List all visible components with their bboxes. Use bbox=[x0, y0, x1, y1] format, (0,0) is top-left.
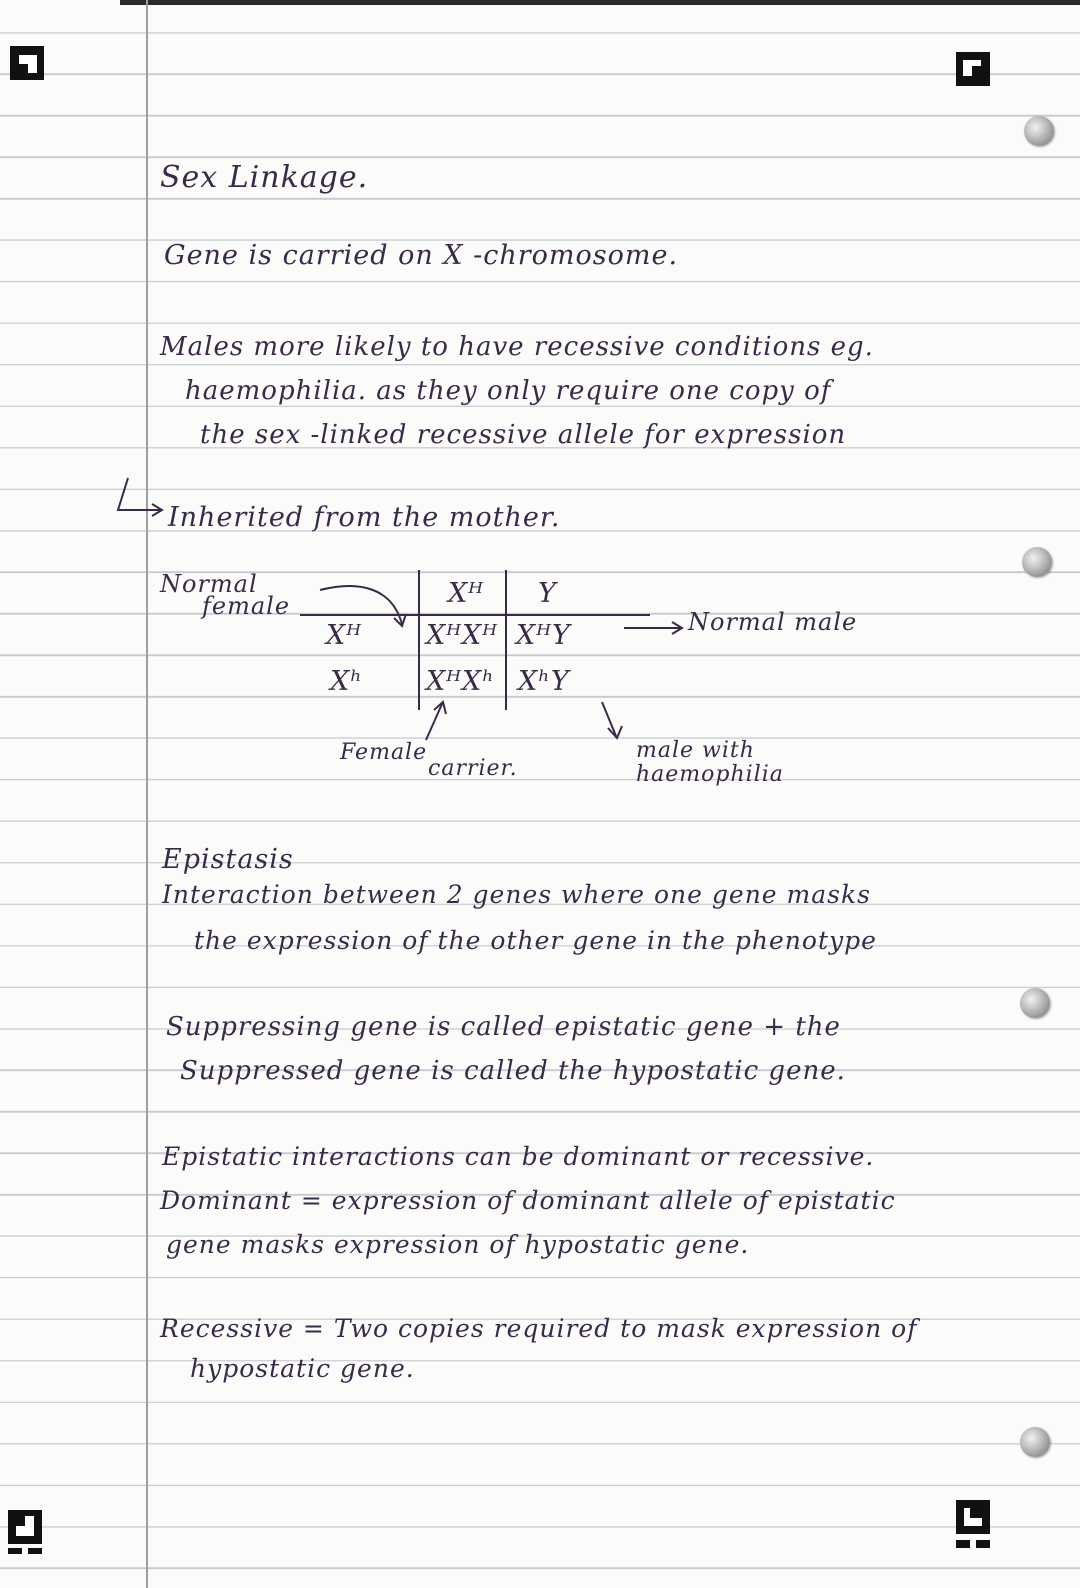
male-haemophilia-label-2: haemophilia bbox=[636, 762, 784, 787]
recessive-line-1: Recessive = Two copies required to mask expression of bbox=[160, 1314, 918, 1343]
normal-male-label: Normal male bbox=[688, 608, 858, 636]
dominant-line-2: Dominant = expression of dominant allele of epistatic bbox=[160, 1186, 896, 1215]
epistasis-title: Epistasis bbox=[162, 844, 294, 875]
recessive-line-2: hypostatic gene. bbox=[190, 1354, 415, 1383]
punnett-cell-xhxlower: XᴴXʰ bbox=[426, 666, 495, 697]
epistasis-line-2: the expression of the other gene in the phenotype bbox=[194, 926, 877, 955]
suppressing-line-2: Suppressed gene is called the hypostatic gene. bbox=[180, 1056, 846, 1086]
female-carrier-label-2: carrier. bbox=[428, 756, 518, 781]
dominant-line-1: Epistatic interactions can be dominant or recessive. bbox=[162, 1142, 875, 1171]
punnett-label-female: female bbox=[202, 592, 291, 620]
punnett-label-normal: Normal bbox=[160, 570, 258, 598]
punnett-col-header-y: Y bbox=[538, 578, 557, 609]
page-title: Sex Linkage. bbox=[160, 160, 369, 195]
female-carrier-label-1: Female bbox=[340, 740, 428, 765]
punnett-col-header-xh: Xᴴ bbox=[448, 578, 485, 609]
punnett-row-header-xh: Xᴴ bbox=[326, 620, 363, 651]
males-line-2: haemophilia. as they only require one copy of bbox=[185, 376, 832, 406]
dominant-line-3: gene masks expression of hypostatic gene. bbox=[166, 1230, 750, 1259]
punnett-cell-xhy: XᴴY bbox=[516, 620, 571, 651]
gene-carried-line: Gene is carried on X -chromosome. bbox=[164, 240, 679, 271]
suppressing-line-1: Suppressing gene is called epistatic gene + the bbox=[166, 1012, 841, 1042]
inherited-note: Inherited from the mother. bbox=[168, 502, 561, 533]
males-line-3: the sex -linked recessive allele for expression bbox=[200, 420, 847, 450]
punnett-row-header-xlower: Xʰ bbox=[330, 666, 363, 697]
punnett-cell-xlowery: XʰY bbox=[518, 666, 570, 697]
punnett-cell-xhxh: XᴴXᴴ bbox=[426, 620, 499, 651]
epistasis-line-1: Interaction between 2 genes where one gene masks bbox=[162, 880, 871, 909]
male-haemophilia-label-1: male with bbox=[636, 738, 755, 763]
males-line-1: Males more likely to have recessive conditions eg. bbox=[160, 332, 874, 362]
